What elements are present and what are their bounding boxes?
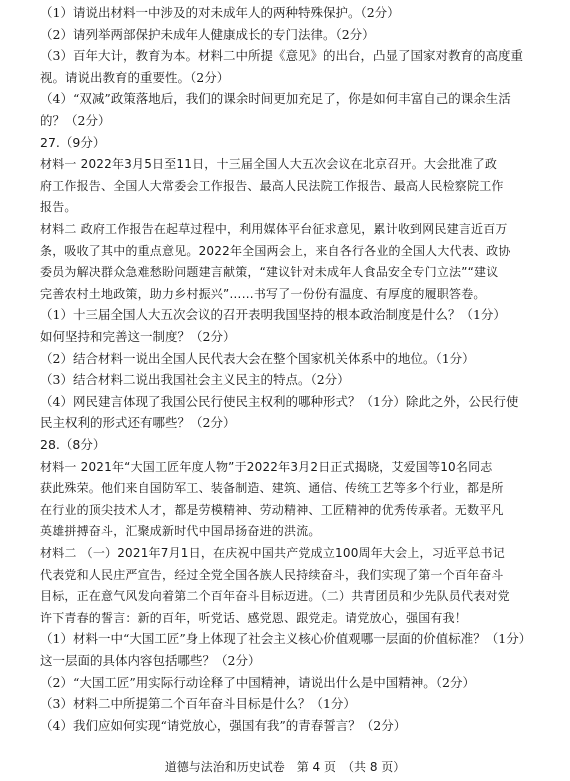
material-28-1-line4: 英雄拼搏奋斗，汇聚成新时代中国昂扬奋进的洪流。 <box>40 524 321 539</box>
question-27-4-line2: 民主权利的形式还有哪些？（2分） <box>40 415 236 431</box>
material-27-1-line3: 报告。 <box>40 200 77 215</box>
section-28-heading: 28.（8分） <box>40 437 106 452</box>
question-26-1: （1）请说出材料一中涉及的对未成年人的两种特殊保护。（2分） <box>40 5 400 20</box>
question-26-3-line2: 视。请说出教育的重要性。（2分） <box>40 69 230 85</box>
material-27-2-line1: 材料二 政府工作报告在起草过程中，利用媒体平台征求意见，累计收到网民建言近百万 <box>40 222 508 236</box>
question-27-3: （3）结合材料二说出我国社会主义民主的特点。（2分） <box>40 372 350 388</box>
page-footer: 道德与法治和历史试卷 第 4 页 （共 8 页） <box>164 760 406 774</box>
material-27-2-line2: 条，吸收了其中的重点意见。2022年全国两会上，来自各行各业的全国人大代表、政协 <box>40 243 511 258</box>
material-28-2-line1: 材料二 （一）2021年7月1日，在庆祝中国共产党成立100周年大会上，习近平总书记 <box>40 546 505 560</box>
question-27-2: （2）结合材料一说出全国人民代表大会在整个国家机关体系中的地位。（1分） <box>40 350 475 366</box>
material-27-1-line1: 材料一 2022年3月5日至11日，十三届全国人大五次会议在北京召开。大会批准了政 <box>40 157 498 172</box>
question-28-3: （3）材料二中所提第二个百年奋斗目标是什么？（1分） <box>40 696 356 712</box>
question-27-1-line1: （1）十三届全国人大五次会议的召开表明我国坚持的根本政治制度是什么？（1分） <box>40 307 506 323</box>
material-28-1-line2: 获此殊荣。他们来自国防军工、装备制造、建筑、通信、传统工艺等多个行业，都是所 <box>40 481 504 496</box>
material-27-2-line4: 完善农村土地政策，助力乡村振兴”……书写了一份份有温度、有厚度的履职答卷。 <box>40 286 486 301</box>
material-28-2-line3: 目标，正在意气风发向着第二个百年奋斗目标迈进。（二）共青团员和少先队员代表对党 <box>40 589 510 604</box>
question-27-1-line2: 如何坚持和完善这一制度？（2分） <box>40 329 236 344</box>
material-28-1-line1: 材料一 2021年“大国工匠年度人物”于2022年3月2日正式揭晓，艾爱国等10名同志 <box>40 459 493 474</box>
material-28-2-line4: 许下青春的誓言：新的百年，听党话、感党恩、跟党走。请党放心，强国有我！ <box>40 610 468 625</box>
question-26-3-line1: （3）百年大计，教育为本。材料二中所提《意见》的出台，凸显了国家对教育的高度重 <box>40 48 523 64</box>
question-26-4-line1: （4）“双减”政策落地后，我们的课余时间更加充足了，你是如何丰富自己的课余生活 <box>40 91 511 107</box>
material-27-2-line3: 委员为解决群众急难愁盼问题建言献策，“建议针对未成年人食品安全专门立法”“建议 <box>40 265 499 280</box>
material-28-1-line3: 在行业的顶尖技术人才，都是劳模精神、劳动精神、工匠精神的优秀传承者。无数平凡 <box>40 502 504 517</box>
section-27-heading: 27.（9分） <box>40 134 106 150</box>
question-28-4: （4）我们应如何实现“请党放心，强国有我”的青春誓言？（2分） <box>40 717 407 733</box>
question-26-2: （2）请列举两部保护未成年人健康成长的专门法律。（2分） <box>40 26 375 42</box>
material-28-2-line2: 代表党和人民庄严宣告，经过全党全国各族人民持续奋斗，我们实现了第一个百年奋斗 <box>40 567 504 582</box>
question-28-1-line1: （1）材料一中“大国工匠”身上体现了社会主义核心价值观哪一层面的价值标准？（1分） <box>40 631 532 647</box>
question-28-1-line2: 这一层面的具体内容包括哪些？（2分） <box>40 653 261 668</box>
question-28-2: （2）“大国工匠”用实际行动诠释了中国精神，请说出什么是中国精神。（2分） <box>40 674 475 690</box>
question-27-4-line1: （4）网民建言体现了我国公民行使民主权利的哪种形式？（1分）除此之外，公民行使 <box>40 393 519 409</box>
material-27-1-line2: 府工作报告、全国人大常委会工作报告、最高人民法院工作报告、最高人民检察院工作 <box>40 178 504 193</box>
question-26-4-line2: 的？（2分） <box>40 113 111 128</box>
